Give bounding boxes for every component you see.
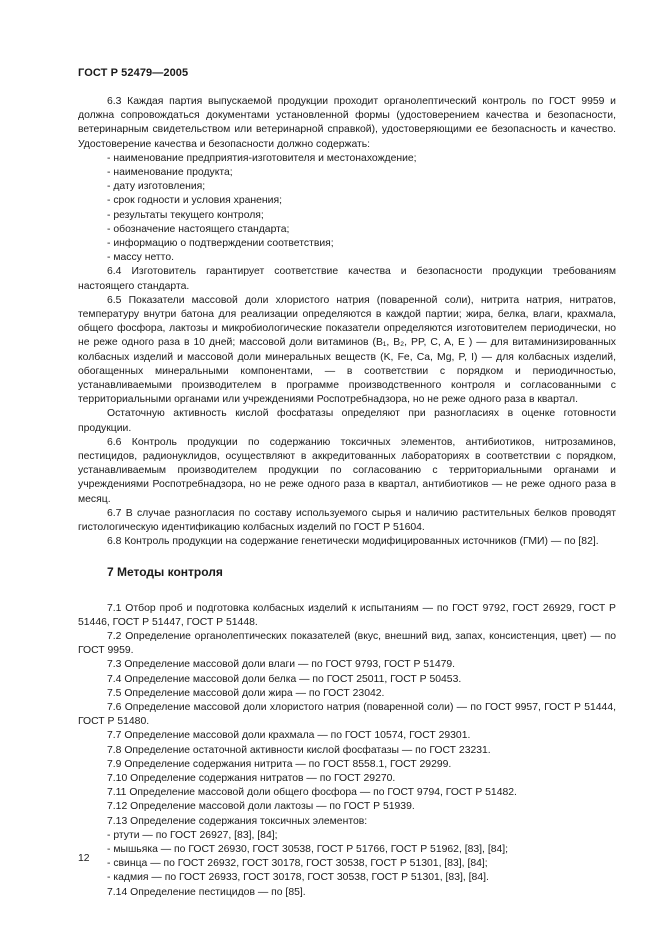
clause-paragraph: 6.6 Контроль продукции по содержанию токсичных элементов, антибиотиков, нитрозаминов, пестицидов, радионуклидов, осуществляют в аккредитованных лабораториях в соответствии с порядком, устанавливаемым производителем продукции по согласованию с территориальными органами и учреждениями Роспотребнадзора, но не реже одного раза в квартал, антибиотиков — не реже одного раза в месяц. (78, 436, 616, 505)
clause-paragraph: 6.5 Показатели массовой доли хлористого натрия (поваренной соли), нитрита натрия, нитратов, температуру внутри батона для реализации определяются в каждой партии; жира, белка, влаги, крахмала, общего фосфора, лактозы и микробиологические показатели определяются изготовителем периодически, но не реже одного раза в 10 дней; массовой доли витаминов (B₁, B₂, PP, C, A, E ) — для витаминизированных колбасных изделий и массовой доли минеральных веществ (K, Fe, Ca, Mg, P, I) — для колбасных изделий, обогащенных минеральными компонентами, — в соответствии с порядком и периодичностью, устанавливаемыми производителем в программе производственного контроля и согласованными с территориальными органами или учреждениями Роспотребнадзора, но не реже одного раза в квартал. (78, 294, 616, 406)
list-item: - наименование продукта; (107, 167, 233, 179)
clause-paragraph: 6.3 Каждая партия выпускаемой продукции проходит органолептический контроль по ГОСТ 9959 и должна сопровождаться документами установленной формы (удостоверением качества и безопасности, ветеринарным свидетельством или ветеринарной справкой), удостоверяющими ее безопасность и качество. Удостоверение качества и безопасности должно содержать: (78, 96, 616, 150)
clause-paragraph: 6.7 В случае разногласия по составу используемого сырья и наличию растительных белков проводят гистологическую идентификацию колбасных изделий по ГОСТ Р 51604. (78, 507, 616, 534)
clause-paragraph: 7.3 Определение массовой доли влаги — по ГОСТ 9793, ГОСТ Р 51479. (107, 659, 456, 671)
clause-paragraph: 6.4 Изготовитель гарантирует соответствие качества и безопасности продукции требованиям настоящего стандарта. (78, 266, 616, 292)
requirements-section (78, 95, 616, 550)
list-item: - наименование предприятия-изготовителя и местонахождение; (107, 152, 417, 164)
clause-paragraph: 6.8 Контроль продукции на содержание генетически модифицированных источников (ГМИ) — по [82]. (107, 536, 599, 548)
page-number: 12 (78, 853, 90, 864)
clause-paragraph: 7.5 Определение массовой доли жира — по ГОСТ 23042. (107, 687, 385, 699)
clause-paragraph: 7.8 Определение остаточной активности кислой фосфатазы — по ГОСТ 23231. (107, 744, 491, 756)
list-item: - обозначение настоящего стандарта; (107, 223, 290, 235)
list-item: - массу нетто. (107, 252, 174, 264)
clause-paragraph: 7.12 Определение массовой доли лактозы — по ГОСТ Р 51939. (107, 801, 415, 813)
list-item: - срок годности и условия хранения; (107, 195, 282, 207)
clause-paragraph: 7.9 Определение содержания нитрита — по ГОСТ 8558.1, ГОСТ 29299. (107, 758, 452, 770)
clause-paragraph: 7.2 Определение органолептических показателей (вкус, внешний вид, запах, консистенция, цвет) — по ГОСТ 9959. (78, 630, 616, 657)
clause-paragraph: 7.7 Определение массовой доли крахмала — по ГОСТ 10574, ГОСТ 29301. (107, 730, 471, 742)
document-header: ГОСТ Р 52479—2005 (78, 67, 189, 79)
clause-paragraph: 7.14 Определение пестицидов — по [85]. (107, 886, 306, 898)
clause-paragraph: 7.4 Определение массовой доли белка — по ГОСТ 25011, ГОСТ Р 50453. (107, 673, 462, 685)
list-item: - мышьяка — по ГОСТ 26930, ГОСТ 30538, ГОСТ Р 51766, ГОСТ Р 51962, [83], [84]; (107, 843, 509, 855)
list-item: - свинца — по ГОСТ 26932, ГОСТ 30178, ГОСТ 30538, ГОСТ Р 51301, [83], [84]; (107, 858, 488, 870)
list-item: - дату изготовления; (107, 181, 206, 193)
section-title: 7 Методы контроля (107, 564, 223, 579)
list-item: - ртути — по ГОСТ 26927, [83], [84]; (107, 829, 278, 841)
clause-paragraph: 7.13 Определение содержания токсичных элементов: (107, 815, 368, 827)
list-item: - результаты текущего контроля; (107, 209, 264, 221)
list-item: - кадмия — по ГОСТ 26933, ГОСТ 30178, ГОСТ 30538, ГОСТ Р 51301, [83], [84]. (107, 872, 489, 884)
clause-paragraph: Остаточную активность кислой фосфатазы определяют при разногласиях в оценке готовности продукции. (78, 408, 616, 434)
list-item: - информацию о подтверждении соответствия; (107, 238, 334, 250)
page-body (78, 95, 616, 900)
clause-paragraph: 7.1 Отбор проб и подготовка колбасных изделий к испытаниям — по ГОСТ 9792, ГОСТ 26929, ГОСТ Р 51446, ГОСТ Р 51447, ГОСТ Р 51448. (78, 602, 616, 628)
clause-paragraph: 7.11 Определение массовой доли общего фосфора — по ГОСТ 9794, ГОСТ Р 51482. (107, 787, 517, 799)
methods-section (78, 602, 616, 900)
clause-paragraph: 7.6 Определение массовой доли хлористого натрия (поваренной соли) — по ГОСТ 9957, ГОСТ Р 51444, ГОСТ Р 51480. (78, 701, 616, 728)
clause-paragraph: 7.10 Определение содержания нитратов — по ГОСТ 29270. (107, 772, 396, 784)
